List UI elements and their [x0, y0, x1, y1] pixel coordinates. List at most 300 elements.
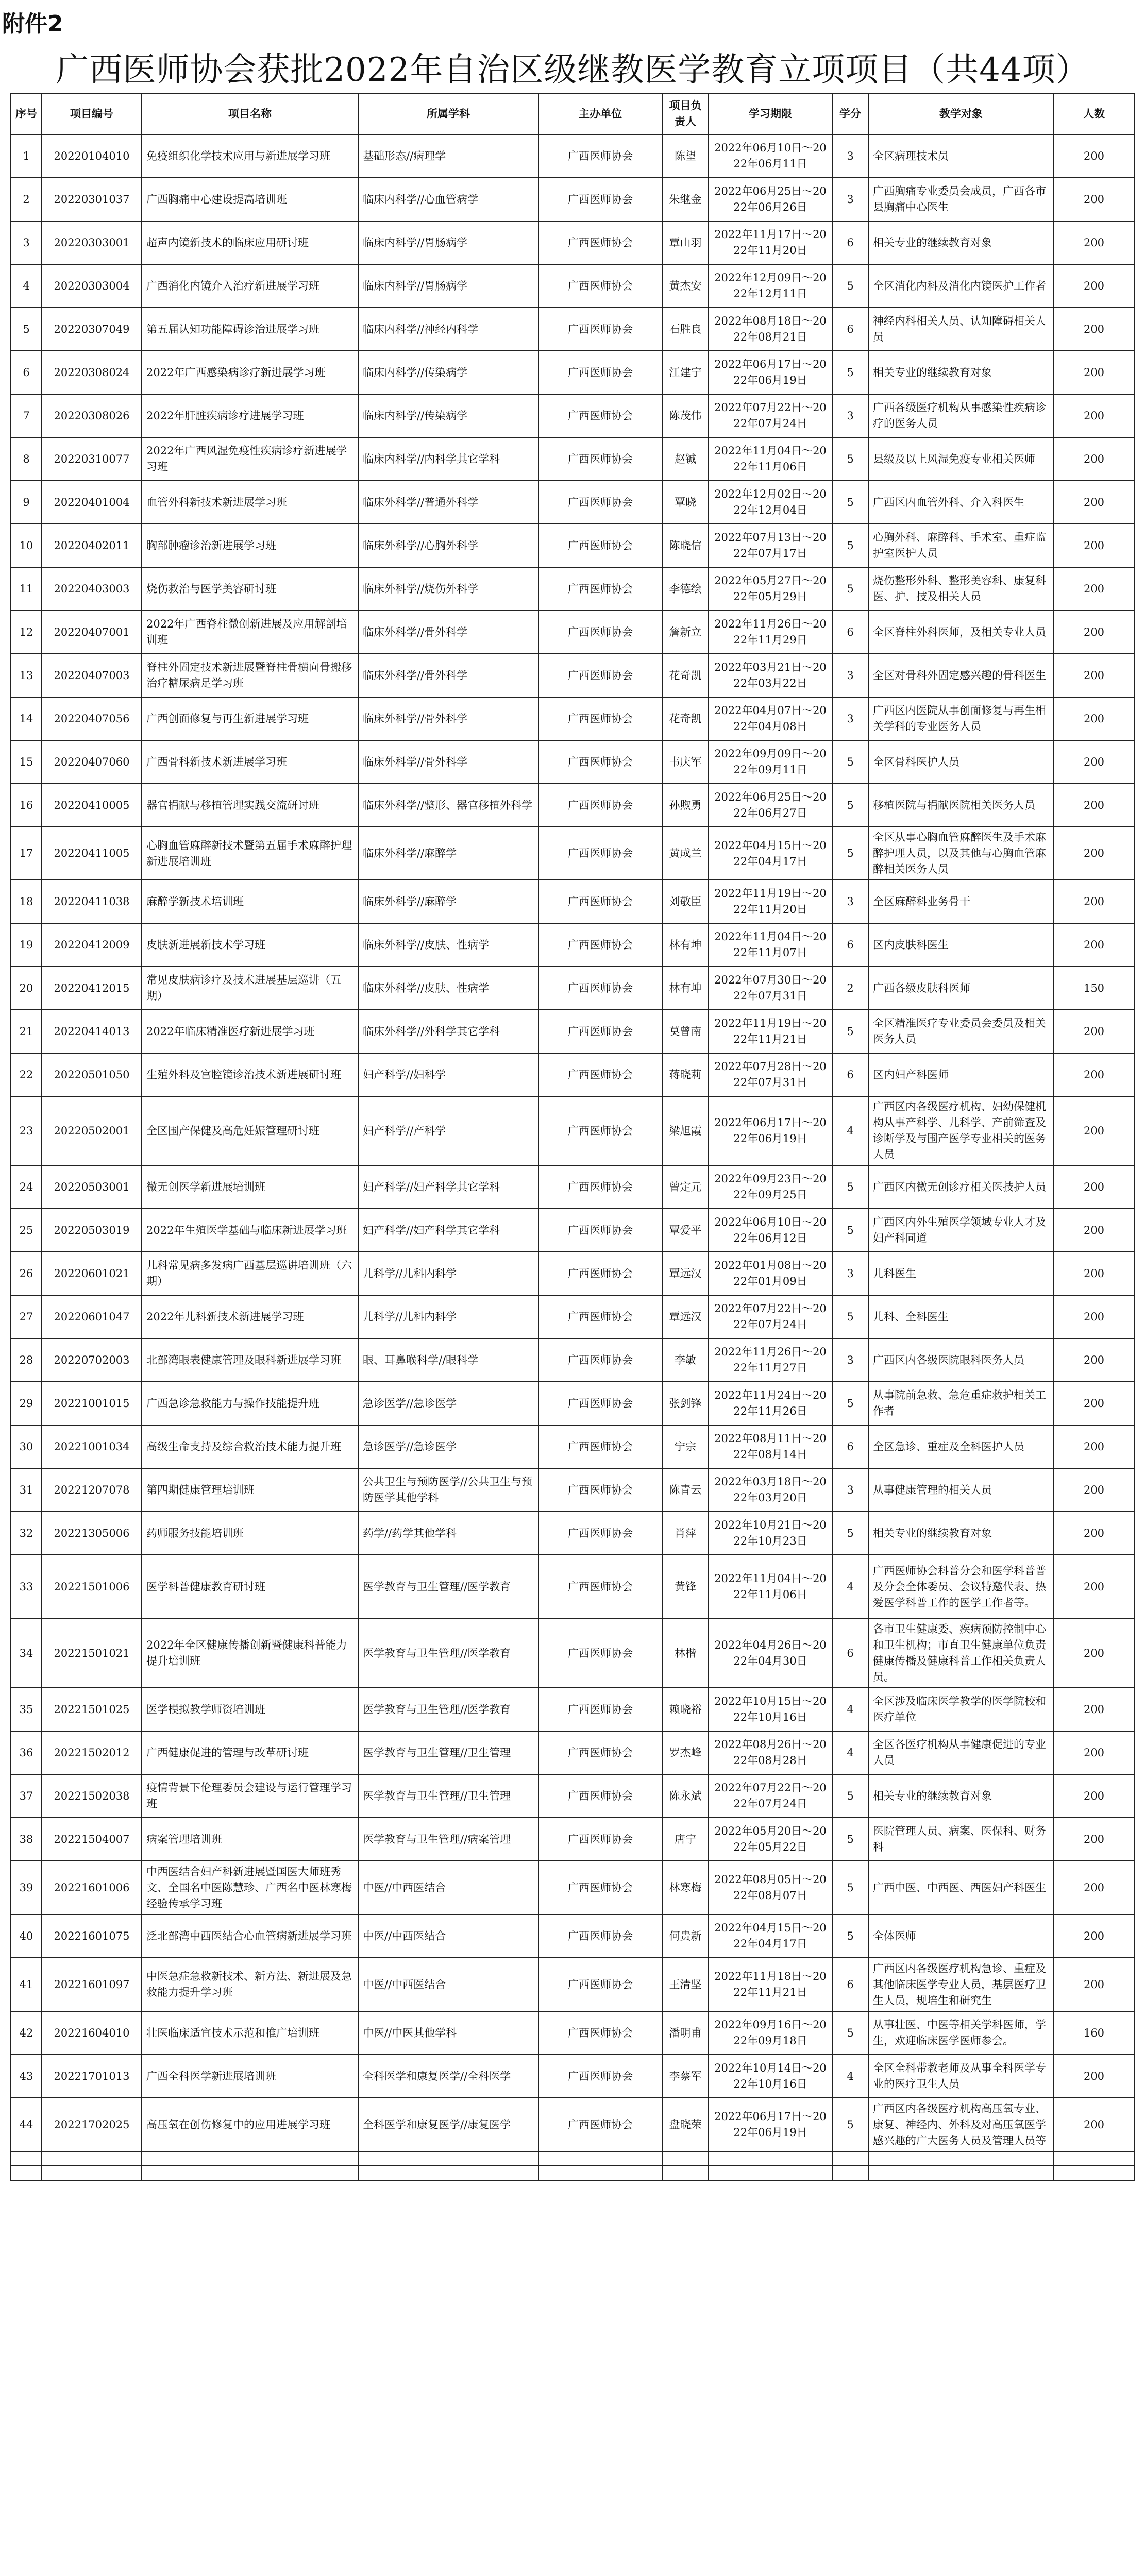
- cell-project-code: 20221502012: [42, 1731, 142, 1774]
- cell-leader: 花奇凯: [662, 697, 709, 740]
- cell-organizer: 广西医师协会: [538, 1010, 662, 1053]
- cell-project-code: 20220411005: [42, 827, 142, 880]
- cell-project-name: 病案管理培训班: [142, 1818, 358, 1861]
- cell-period: 2022年12月09日～2022年12月11日: [709, 264, 832, 308]
- cell-credits: 5: [832, 264, 868, 308]
- empty-cell: [11, 2151, 42, 2166]
- cell-index: 5: [11, 308, 42, 351]
- table-row: [11, 394, 1134, 437]
- cell-discipline: 全科医学和康复医学//全科医学: [358, 2055, 538, 2098]
- cell-count: 200: [1054, 524, 1134, 567]
- cell-period: 2022年11月19日～2022年11月21日: [709, 1010, 832, 1053]
- cell-count: 200: [1054, 1818, 1134, 1861]
- cell-audience: 烧伤整形外科、整形美容科、康复科医、护、技及相关人员: [868, 567, 1054, 611]
- cell-discipline: 全科医学和康复医学//康复医学: [358, 2098, 538, 2151]
- cell-discipline: 临床内科学//神经内科学: [358, 308, 538, 351]
- cell-count: 200: [1054, 923, 1134, 967]
- cell-organizer: 广西医师协会: [538, 2098, 662, 2151]
- cell-organizer: 广西医师协会: [538, 1818, 662, 1861]
- cell-credits: 5: [832, 740, 868, 784]
- cell-leader: 石胜良: [662, 308, 709, 351]
- cell-count: 200: [1054, 654, 1134, 697]
- table-empty-row: [11, 2151, 1134, 2166]
- cell-discipline: 临床外科学//骨外科学: [358, 611, 538, 654]
- cell-project-code: 20220308026: [42, 394, 142, 437]
- cell-project-code: 20220407060: [42, 740, 142, 784]
- cell-audience: 医院管理人员、病案、医保科、财务科: [868, 1818, 1054, 1861]
- table-row: [11, 1252, 1134, 1295]
- cell-discipline: 临床外科学//外科学其它学科: [358, 1010, 538, 1053]
- cell-period: 2022年07月13日～2022年07月17日: [709, 524, 832, 567]
- cell-index: 6: [11, 351, 42, 394]
- cell-leader: 宁宗: [662, 1425, 709, 1468]
- table-row: [11, 178, 1134, 221]
- cell-index: 24: [11, 1165, 42, 1209]
- table-row: [11, 880, 1134, 923]
- cell-discipline: 妇产科学//产科学: [358, 1096, 538, 1165]
- cell-count: 200: [1054, 1010, 1134, 1053]
- cell-organizer: 广西医师协会: [538, 221, 662, 264]
- cell-leader: 赵铖: [662, 437, 709, 481]
- cell-discipline: 儿科学//儿科内科学: [358, 1295, 538, 1338]
- cell-organizer: 广西医师协会: [538, 1252, 662, 1295]
- cell-count: 200: [1054, 567, 1134, 611]
- cell-leader: 林有坤: [662, 967, 709, 1010]
- cell-audience: 广西区内各级医疗机构高压氧专业、康复、神经内、外科及对高压氧医学感兴趣的广大医务人员及管理人员等: [868, 2098, 1054, 2151]
- cell-credits: 3: [832, 654, 868, 697]
- cell-leader: 李敏: [662, 1338, 709, 1382]
- table-row: [11, 1209, 1134, 1252]
- empty-cell: [358, 2166, 538, 2180]
- cell-project-code: 20220410005: [42, 784, 142, 827]
- table-row: [11, 1468, 1134, 1512]
- cell-period: 2022年07月22日～2022年07月24日: [709, 394, 832, 437]
- cell-discipline: 中医//中西医结合: [358, 1861, 538, 1914]
- cell-index: 3: [11, 221, 42, 264]
- table-header-row: [11, 93, 1134, 134]
- cell-credits: 3: [832, 134, 868, 178]
- cell-credits: 6: [832, 1619, 868, 1688]
- cell-credits: 5: [832, 1774, 868, 1818]
- cell-credits: 5: [832, 1512, 868, 1555]
- cell-leader: 林有坤: [662, 923, 709, 967]
- cell-index: 41: [11, 1958, 42, 2011]
- cell-period: 2022年11月18日～2022年11月21日: [709, 1958, 832, 2011]
- cell-credits: 5: [832, 437, 868, 481]
- cell-index: 11: [11, 567, 42, 611]
- table-row: [11, 1731, 1134, 1774]
- cell-audience: 全区急诊、重症及全科医护人员: [868, 1425, 1054, 1468]
- cell-leader: 王清坚: [662, 1958, 709, 2011]
- cell-organizer: 广西医师协会: [538, 1774, 662, 1818]
- cell-project-code: 20220303001: [42, 221, 142, 264]
- cell-period: 2022年11月26日～2022年11月27日: [709, 1338, 832, 1382]
- cell-period: 2022年06月25日～2022年06月27日: [709, 784, 832, 827]
- cell-credits: 6: [832, 308, 868, 351]
- cell-count: 200: [1054, 1053, 1134, 1096]
- cell-count: 200: [1054, 740, 1134, 784]
- cell-project-code: 20220308024: [42, 351, 142, 394]
- cell-project-code: 20221601097: [42, 1958, 142, 2011]
- cell-project-code: 20220407056: [42, 697, 142, 740]
- cell-credits: 3: [832, 697, 868, 740]
- header-discipline: 所属学科: [358, 93, 538, 134]
- cell-leader: 朱继金: [662, 178, 709, 221]
- cell-discipline: 临床内科学//传染病学: [358, 394, 538, 437]
- cell-audience: 广西各级皮肤科医师: [868, 967, 1054, 1010]
- cell-project-code: 20220501050: [42, 1053, 142, 1096]
- cell-organizer: 广西医师协会: [538, 1295, 662, 1338]
- cell-audience: 广西区内血管外科、介入科医生: [868, 481, 1054, 524]
- cell-organizer: 广西医师协会: [538, 1096, 662, 1165]
- table-row: [11, 524, 1134, 567]
- cell-project-code: 20220412015: [42, 967, 142, 1010]
- cell-discipline: 临床内科学//胃肠病学: [358, 264, 538, 308]
- cell-audience: 广西中医、中西医、西医妇产科医生: [868, 1861, 1054, 1914]
- cell-leader: 江建宁: [662, 351, 709, 394]
- cell-count: 200: [1054, 1774, 1134, 1818]
- cell-credits: 6: [832, 221, 868, 264]
- cell-leader: 陈永斌: [662, 1774, 709, 1818]
- cell-discipline: 中医//中医其他学科: [358, 2011, 538, 2055]
- cell-organizer: 广西医师协会: [538, 1861, 662, 1914]
- cell-index: 37: [11, 1774, 42, 1818]
- cell-credits: 5: [832, 524, 868, 567]
- cell-count: 200: [1054, 697, 1134, 740]
- empty-cell: [358, 2151, 538, 2166]
- cell-credits: 4: [832, 1688, 868, 1731]
- table-row: [11, 1338, 1134, 1382]
- cell-project-code: 20220402011: [42, 524, 142, 567]
- cell-audience: 全区骨科医护人员: [868, 740, 1054, 784]
- cell-audience: 神经内科相关人员、认知障碍相关人员: [868, 308, 1054, 351]
- table-row: [11, 134, 1134, 178]
- cell-project-name: 广西全科医学新进展培训班: [142, 2055, 358, 2098]
- table-row: [11, 351, 1134, 394]
- cell-count: 200: [1054, 1619, 1134, 1688]
- cell-project-code: 20220601021: [42, 1252, 142, 1295]
- cell-index: 38: [11, 1818, 42, 1861]
- header-organizer: 主办单位: [538, 93, 662, 134]
- cell-organizer: 广西医师协会: [538, 740, 662, 784]
- cell-project-name: 广西急诊急救能力与操作技能提升班: [142, 1382, 358, 1425]
- cell-count: 200: [1054, 880, 1134, 923]
- cell-index: 35: [11, 1688, 42, 1731]
- cell-credits: 4: [832, 1731, 868, 1774]
- cell-audience: 广西区内各级医疗机构急诊、重症及其他临床医学专业人员，基层医疗卫生人员，规培生和研究生: [868, 1958, 1054, 2011]
- cell-project-name: 壮医临床适宜技术示范和推广培训班: [142, 2011, 358, 2055]
- cell-count: 200: [1054, 1555, 1134, 1619]
- cell-leader: 蒋晓莉: [662, 1053, 709, 1096]
- cell-project-name: 广西创面修复与再生新进展学习班: [142, 697, 358, 740]
- cell-organizer: 广西医师协会: [538, 784, 662, 827]
- cell-project-name: 烧伤救治与医学美容研讨班: [142, 567, 358, 611]
- empty-cell: [709, 2166, 832, 2180]
- cell-audience: 从事健康管理的相关人员: [868, 1468, 1054, 1512]
- table-empty-row: [11, 2166, 1134, 2180]
- cell-project-code: 20220407001: [42, 611, 142, 654]
- cell-index: 21: [11, 1010, 42, 1053]
- cell-leader: 刘敬臣: [662, 880, 709, 923]
- cell-index: 32: [11, 1512, 42, 1555]
- cell-index: 4: [11, 264, 42, 308]
- cell-project-code: 20220414013: [42, 1010, 142, 1053]
- cell-organizer: 广西医师协会: [538, 134, 662, 178]
- cell-project-code: 20221502038: [42, 1774, 142, 1818]
- cell-count: 200: [1054, 827, 1134, 880]
- cell-project-name: 广西健康促进的管理与改革研讨班: [142, 1731, 358, 1774]
- cell-audience: 全区脊柱外科医师，及相关专业人员: [868, 611, 1054, 654]
- cell-index: 12: [11, 611, 42, 654]
- cell-discipline: 临床外科学//整形、器官移植外科学: [358, 784, 538, 827]
- cell-count: 200: [1054, 351, 1134, 394]
- cell-index: 28: [11, 1338, 42, 1382]
- cell-audience: 全区涉及临床医学教学的医学院校和医疗单位: [868, 1688, 1054, 1731]
- cell-leader: 詹新立: [662, 611, 709, 654]
- cell-count: 200: [1054, 1914, 1134, 1958]
- cell-project-code: 20220303004: [42, 264, 142, 308]
- cell-project-code: 20220310077: [42, 437, 142, 481]
- cell-discipline: 临床外科学//皮肤、性病学: [358, 923, 538, 967]
- cell-project-name: 2022年广西感染病诊疗新进展学习班: [142, 351, 358, 394]
- table-row: [11, 1295, 1134, 1338]
- cell-discipline: 临床内科学//心血管病学: [358, 178, 538, 221]
- cell-period: 2022年01月08日～2022年01月09日: [709, 1252, 832, 1295]
- table-row: [11, 1382, 1134, 1425]
- cell-audience: 全区全科带教老师及从事全科医学专业的医疗卫生人员: [868, 2055, 1054, 2098]
- cell-period: 2022年06月10日～2022年06月12日: [709, 1209, 832, 1252]
- cell-index: 30: [11, 1425, 42, 1468]
- cell-discipline: 医学教育与卫生管理//卫生管理: [358, 1731, 538, 1774]
- table-row: [11, 1425, 1134, 1468]
- cell-audience: 全区从事心胸血管麻醉医生及手术麻醉护理人员，以及其他与心胸血管麻醉相关医务人员: [868, 827, 1054, 880]
- cell-credits: 5: [832, 1861, 868, 1914]
- cell-project-name: 广西骨科新技术新进展学习班: [142, 740, 358, 784]
- cell-discipline: 急诊医学//急诊医学: [358, 1425, 538, 1468]
- empty-cell: [709, 2151, 832, 2166]
- cell-credits: 5: [832, 481, 868, 524]
- cell-organizer: 广西医师协会: [538, 1468, 662, 1512]
- cell-index: 19: [11, 923, 42, 967]
- cell-discipline: 中医//中西医结合: [358, 1958, 538, 2011]
- cell-period: 2022年06月25日～2022年06月26日: [709, 178, 832, 221]
- header-credits: 学分: [832, 93, 868, 134]
- empty-cell: [538, 2166, 662, 2180]
- cell-leader: 莫曾南: [662, 1010, 709, 1053]
- table-row: [11, 567, 1134, 611]
- cell-period: 2022年10月15日～2022年10月16日: [709, 1688, 832, 1731]
- cell-leader: 覃远汉: [662, 1295, 709, 1338]
- cell-project-code: 20220401004: [42, 481, 142, 524]
- cell-period: 2022年03月18日～2022年03月20日: [709, 1468, 832, 1512]
- cell-organizer: 广西医师协会: [538, 1209, 662, 1252]
- cell-credits: 5: [832, 1010, 868, 1053]
- cell-audience: 广西区内外生殖医学领域专业人才及妇产科同道: [868, 1209, 1054, 1252]
- cell-credits: 5: [832, 1295, 868, 1338]
- cell-period: 2022年09月23日～2022年09月25日: [709, 1165, 832, 1209]
- table-row: [11, 1861, 1134, 1914]
- cell-organizer: 广西医师协会: [538, 2011, 662, 2055]
- cell-leader: 覃爱平: [662, 1209, 709, 1252]
- cell-period: 2022年04月07日～2022年04月08日: [709, 697, 832, 740]
- cell-count: 200: [1054, 1338, 1134, 1382]
- cell-credits: 6: [832, 1053, 868, 1096]
- cell-credits: 5: [832, 351, 868, 394]
- cell-credits: 3: [832, 1252, 868, 1295]
- cell-project-name: 胸部肿瘤诊治新进展学习班: [142, 524, 358, 567]
- table-row: [11, 827, 1134, 880]
- cell-leader: 李蔡军: [662, 2055, 709, 2098]
- project-table: [10, 93, 1135, 2181]
- cell-audience: 儿科、全科医生: [868, 1295, 1054, 1338]
- cell-index: 26: [11, 1252, 42, 1295]
- cell-project-name: 高压氧在创伤修复中的应用进展学习班: [142, 2098, 358, 2151]
- cell-index: 13: [11, 654, 42, 697]
- cell-project-name: 器官捐献与移植管理实践交流研讨班: [142, 784, 358, 827]
- cell-count: 200: [1054, 1252, 1134, 1295]
- cell-audience: 全区对骨科外固定感兴趣的骨科医生: [868, 654, 1054, 697]
- empty-cell: [832, 2151, 868, 2166]
- cell-discipline: 临床外科学//皮肤、性病学: [358, 967, 538, 1010]
- cell-organizer: 广西医师协会: [538, 611, 662, 654]
- cell-index: 15: [11, 740, 42, 784]
- empty-cell: [1054, 2151, 1134, 2166]
- cell-period: 2022年04月15日～2022年04月17日: [709, 1914, 832, 1958]
- cell-leader: 张剑锋: [662, 1382, 709, 1425]
- cell-count: 200: [1054, 134, 1134, 178]
- cell-discipline: 临床外科学//麻醉学: [358, 880, 538, 923]
- cell-leader: 黄成兰: [662, 827, 709, 880]
- cell-count: 200: [1054, 437, 1134, 481]
- cell-index: 7: [11, 394, 42, 437]
- cell-organizer: 广西医师协会: [538, 1165, 662, 1209]
- cell-discipline: 眼、耳鼻喉科学//眼科学: [358, 1338, 538, 1382]
- cell-index: 33: [11, 1555, 42, 1619]
- table-row: [11, 1512, 1134, 1555]
- cell-index: 31: [11, 1468, 42, 1512]
- cell-period: 2022年08月26日～2022年08月28日: [709, 1731, 832, 1774]
- empty-cell: [142, 2151, 358, 2166]
- cell-organizer: 广西医师协会: [538, 481, 662, 524]
- cell-leader: 陈晓信: [662, 524, 709, 567]
- table-row: [11, 1619, 1134, 1688]
- cell-period: 2022年11月04日～2022年11月06日: [709, 1555, 832, 1619]
- cell-credits: 5: [832, 784, 868, 827]
- cell-index: 22: [11, 1053, 42, 1096]
- cell-count: 200: [1054, 1425, 1134, 1468]
- cell-leader: 林寒梅: [662, 1861, 709, 1914]
- cell-project-code: 20220702003: [42, 1338, 142, 1382]
- cell-leader: 孙煦勇: [662, 784, 709, 827]
- cell-count: 200: [1054, 1209, 1134, 1252]
- cell-project-code: 20221501025: [42, 1688, 142, 1731]
- table-row: [11, 654, 1134, 697]
- cell-audience: 儿科医生: [868, 1252, 1054, 1295]
- table-row: [11, 923, 1134, 967]
- cell-organizer: 广西医师协会: [538, 654, 662, 697]
- header-leader: 项目负责人: [662, 93, 709, 134]
- cell-period: 2022年07月22日～2022年07月24日: [709, 1295, 832, 1338]
- cell-period: 2022年12月02日～2022年12月04日: [709, 481, 832, 524]
- cell-organizer: 广西医师协会: [538, 1382, 662, 1425]
- cell-credits: 5: [832, 1209, 868, 1252]
- cell-count: 200: [1054, 1096, 1134, 1165]
- attachment-label: 附件2: [2, 11, 63, 37]
- table-row: [11, 1818, 1134, 1861]
- cell-discipline: 医学教育与卫生管理//病案管理: [358, 1818, 538, 1861]
- cell-project-name: 高级生命支持及综合救治技术能力提升班: [142, 1425, 358, 1468]
- cell-discipline: 临床外科学//普通外科学: [358, 481, 538, 524]
- empty-cell: [868, 2151, 1054, 2166]
- cell-count: 160: [1054, 2011, 1134, 2055]
- table-row: [11, 2011, 1134, 2055]
- cell-audience: 广西区内各级医院眼科医务人员: [868, 1338, 1054, 1382]
- cell-credits: 4: [832, 2055, 868, 2098]
- cell-audience: 相关专业的继续教育对象: [868, 351, 1054, 394]
- cell-organizer: 广西医师协会: [538, 567, 662, 611]
- cell-project-name: 中医急症急救新技术、新方法、新进展及急救能力提升学习班: [142, 1958, 358, 2011]
- cell-audience: 从事院前急救、急危重症救护相关工作者: [868, 1382, 1054, 1425]
- cell-period: 2022年05月27日～2022年05月29日: [709, 567, 832, 611]
- cell-project-name: 2022年儿科新技术新进展学习班: [142, 1295, 358, 1338]
- cell-organizer: 广西医师协会: [538, 351, 662, 394]
- cell-leader: 林楷: [662, 1619, 709, 1688]
- header-project-name: 项目名称: [142, 93, 358, 134]
- cell-period: 2022年11月19日～2022年11月20日: [709, 880, 832, 923]
- table-row: [11, 437, 1134, 481]
- cell-discipline: 妇产科学//妇产科学其它学科: [358, 1209, 538, 1252]
- cell-discipline: 临床内科学//胃肠病学: [358, 221, 538, 264]
- cell-credits: 3: [832, 1468, 868, 1512]
- table-row: [11, 740, 1134, 784]
- cell-project-code: 20220403003: [42, 567, 142, 611]
- cell-period: 2022年05月20日～2022年05月22日: [709, 1818, 832, 1861]
- cell-count: 200: [1054, 2055, 1134, 2098]
- cell-audience: 从事壮医、中医等相关学科医师，学生，欢迎临床医学医师参会。: [868, 2011, 1054, 2055]
- cell-audience: 相关专业的继续教育对象: [868, 221, 1054, 264]
- cell-project-name: 皮肤新进展新技术学习班: [142, 923, 358, 967]
- cell-credits: 4: [832, 1096, 868, 1165]
- cell-index: 36: [11, 1731, 42, 1774]
- cell-audience: 各市卫生健康委、疾病预防控制中心和卫生机构；市直卫生健康单位负责健康传播及健康科普工作相关负责人员。: [868, 1619, 1054, 1688]
- cell-index: 20: [11, 967, 42, 1010]
- table-row: [11, 1096, 1134, 1165]
- cell-count: 200: [1054, 1512, 1134, 1555]
- cell-count: 200: [1054, 1468, 1134, 1512]
- cell-project-code: 20220503019: [42, 1209, 142, 1252]
- cell-leader: 黄杰安: [662, 264, 709, 308]
- cell-index: 23: [11, 1096, 42, 1165]
- empty-cell: [42, 2151, 142, 2166]
- cell-count: 200: [1054, 1165, 1134, 1209]
- table-body: [11, 134, 1134, 2180]
- table-row: [11, 1914, 1134, 1958]
- cell-organizer: 广西医师协会: [538, 1555, 662, 1619]
- table-row: [11, 1774, 1134, 1818]
- cell-project-name: 第四期健康管理培训班: [142, 1468, 358, 1512]
- table-row: [11, 1165, 1134, 1209]
- cell-organizer: 广西医师协会: [538, 1619, 662, 1688]
- table-row: [11, 2055, 1134, 2098]
- page-title: 广西医师协会获批2022年自治区级继教医学教育立项项目（共44项）: [56, 51, 1089, 89]
- header-period: 学习期限: [709, 93, 832, 134]
- cell-project-name: 药师服务技能培训班: [142, 1512, 358, 1555]
- cell-leader: 黄锋: [662, 1555, 709, 1619]
- cell-discipline: 医学教育与卫生管理//医学教育: [358, 1619, 538, 1688]
- cell-audience: 相关专业的继续教育对象: [868, 1512, 1054, 1555]
- cell-credits: 5: [832, 827, 868, 880]
- cell-leader: 花奇凯: [662, 654, 709, 697]
